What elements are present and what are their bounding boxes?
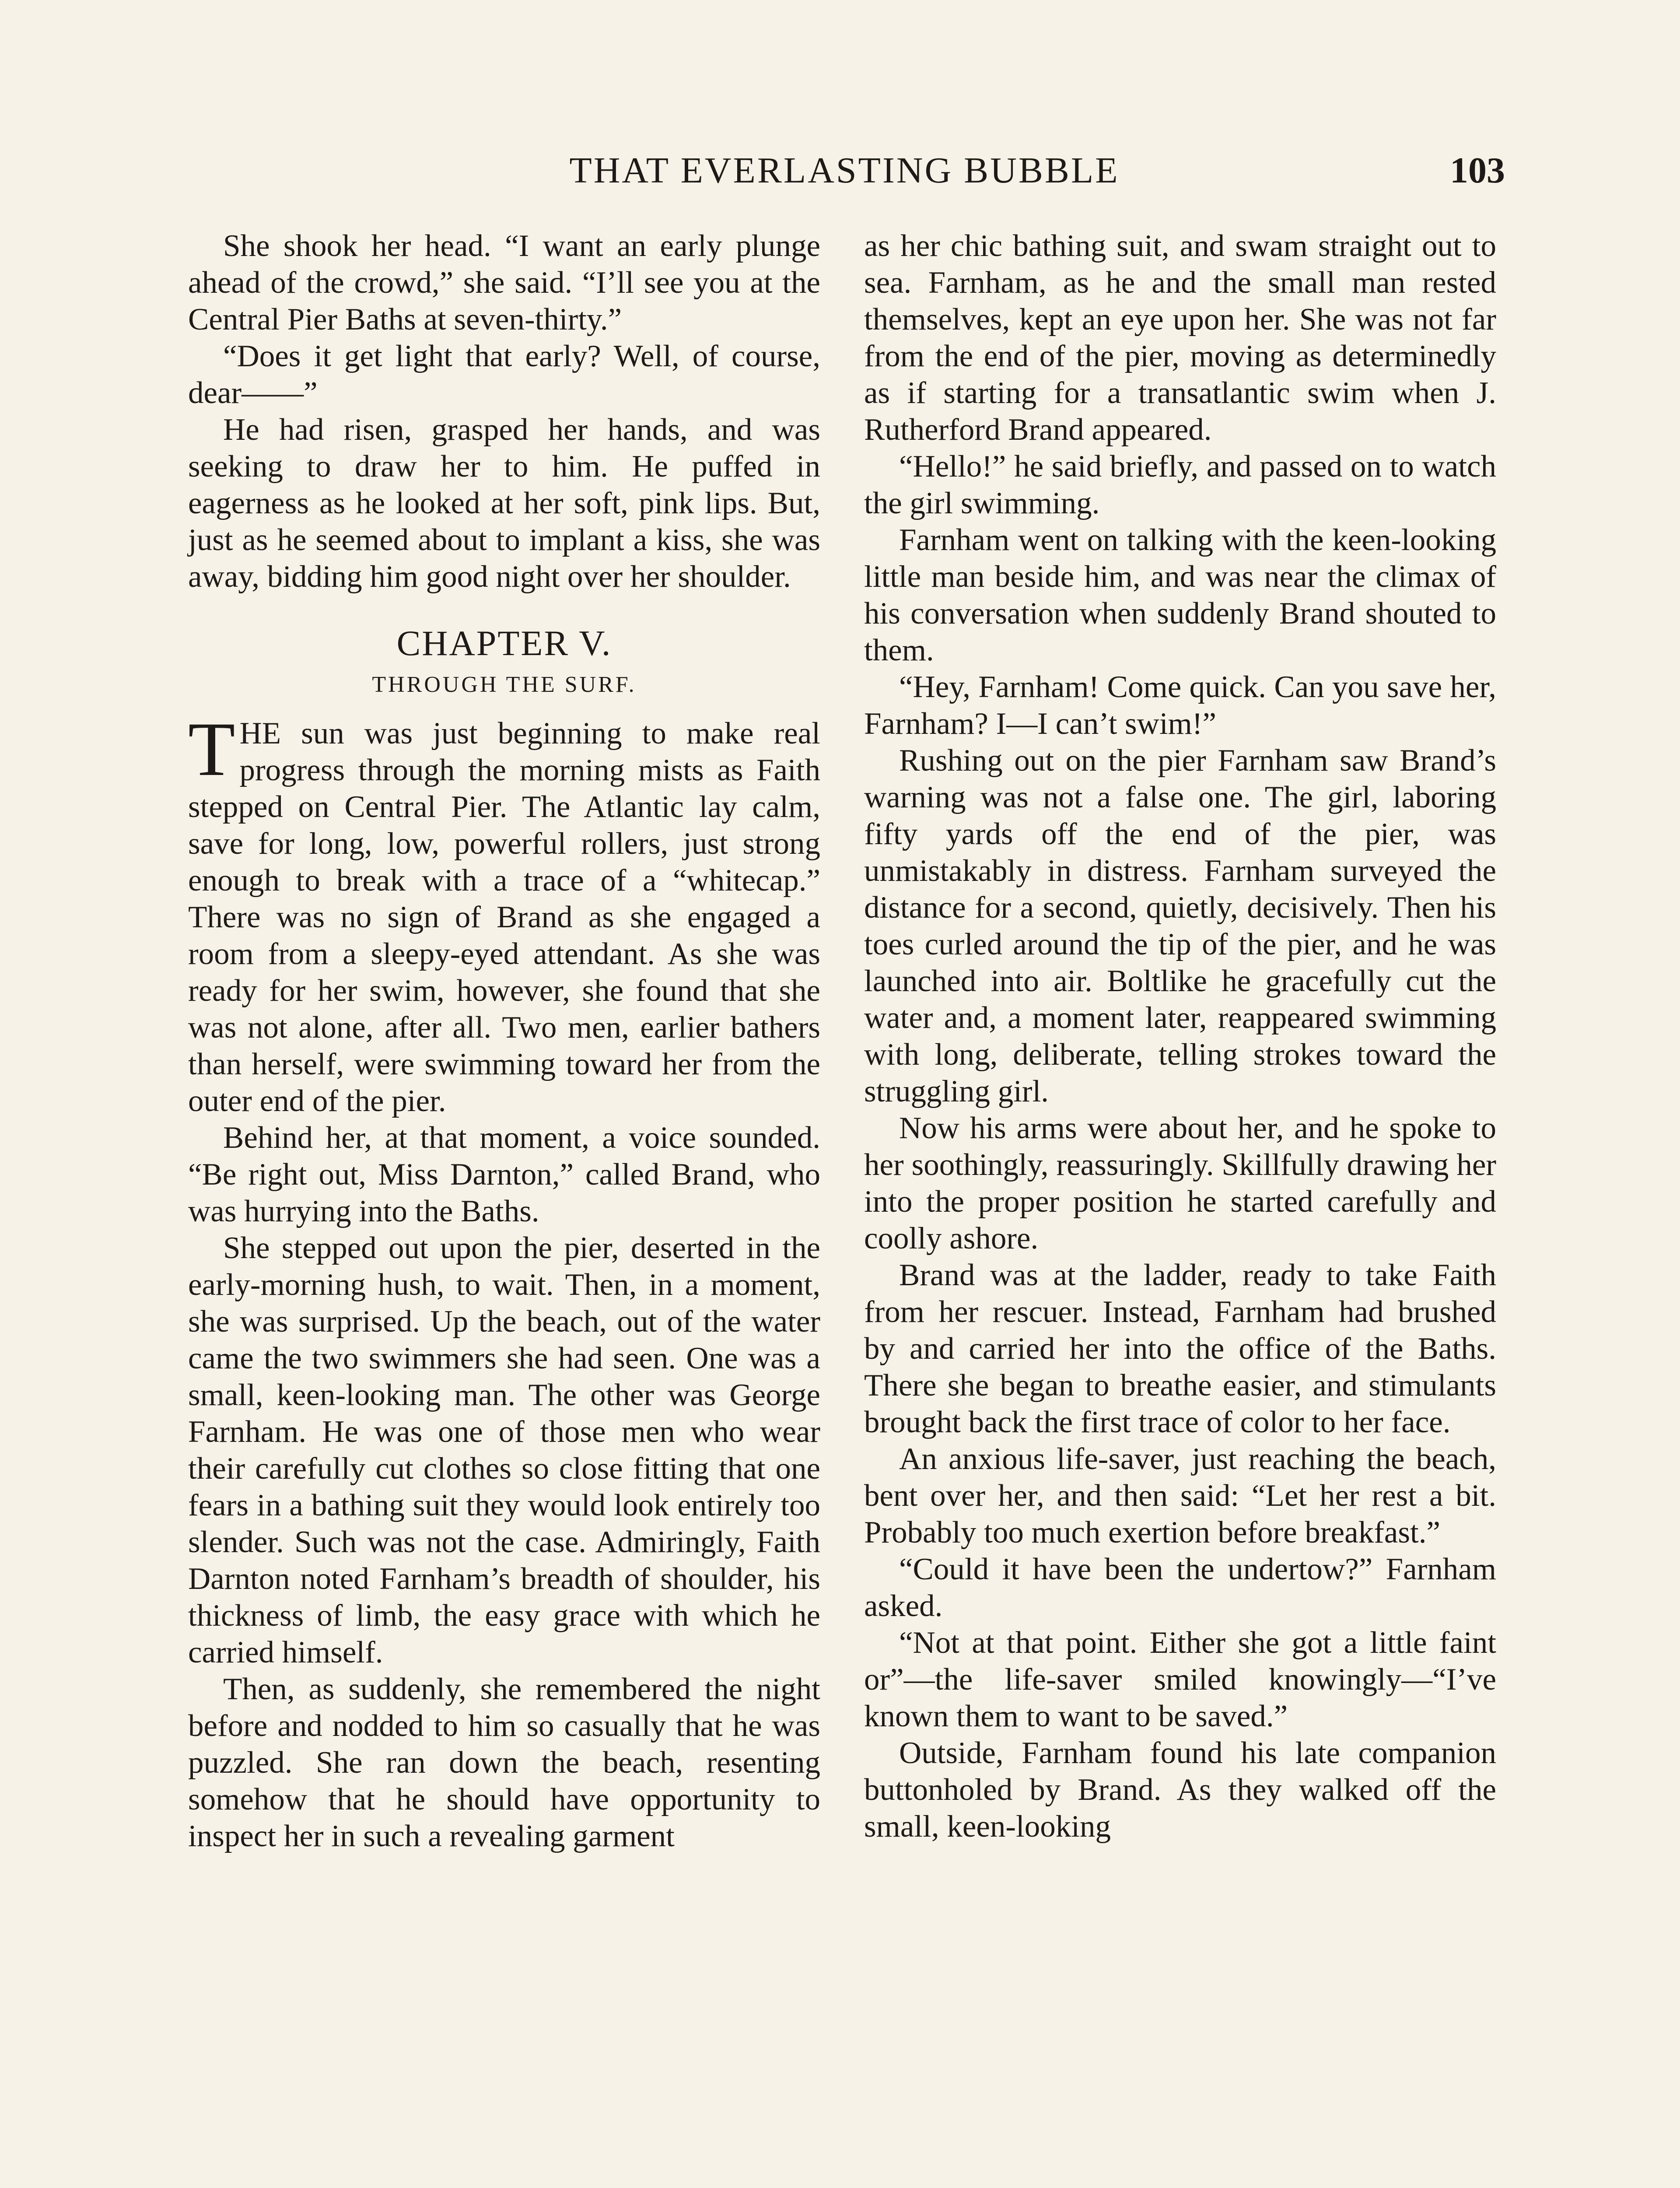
paragraph: Brand was at the ladder, ready to take Faith from her rescuer. Instead, Farnham had brushed by and carried her into the office of the Baths. There she began to breathe easier, and stimulants brought back the first trace of color to her face. (864, 1258, 1496, 1439)
paragraph: Then, as suddenly, she remembered the night before and nodded to him so casually that he was puzzled. She ran down the beach, resenting somehow that he should have opportunity to inspect her in such a revealing garment (188, 1672, 820, 1853)
opening-paragraph-text: HE sun was just beginning to make real progress through the morning mists as Faith stepped on Central Pier. The Atlantic lay calm, save for long, low, powerful rollers, just strong enough to break with a trace of a “whitecap.” There was no sign of Brand as she engaged a room from a sleepy-eyed attendant. As she was ready for her swim, however, she found that she was not alone, after all. Two men, earlier bathers than herself, were swimming toward her from the outer end of the pier. (188, 716, 820, 1118)
paragraph: “Hello!” he said briefly, and passed on to watch the girl swimming. (864, 449, 1496, 520)
chapter-heading: CHAPTER V. (396, 623, 612, 663)
paragraph: “Not at that point. Either she got a little faint or”—the life-saver smiled knowingly—“I’ve known them to want to be saved.” (864, 1626, 1496, 1733)
paragraph: “Could it have been the undertow?” Farnham asked. (864, 1552, 1496, 1623)
right-column (864, 228, 1496, 1845)
chapter-subtitle: THROUGH THE SURF. (372, 672, 637, 697)
paragraph: She shook her head. “I want an early plunge ahead of the crowd,” she said. “I’ll see you at the Central Pier Baths at seven-thirty.” (188, 229, 820, 337)
page-number: 103 (1450, 150, 1505, 191)
paragraph: Behind her, at that moment, a voice sounded. “Be right out, Miss Darnton,” called Brand, who was hurrying into the Baths. (188, 1121, 820, 1228)
left-column (188, 228, 820, 1855)
running-header (184, 144, 1505, 197)
paragraph: “Does it get light that early? Well, of course, dear——” (188, 339, 820, 410)
paragraph: Now his arms were about her, and he spoke to her soothingly, reassuringly. Skillfully drawing her into the proper position he started carefully and coolly ashore. (864, 1111, 1496, 1255)
paragraph: “Hey, Farnham! Come quick. Can you save her, Farnham? I—I can’t swim!” (864, 670, 1496, 741)
opening-paragraph (188, 707, 820, 1119)
drop-cap: T (188, 707, 235, 792)
paragraph: Farnham went on talking with the keen-looking little man beside him, and was near the climax of his conversation when suddenly Brand shouted to them. (864, 523, 1496, 667)
paragraph: Rushing out on the pier Farnham saw Brand’s warning was not a false one. The girl, laboring fifty yards off the end of the pier, was unmistakably in distress. Farnham surveyed the distance for a second, quietly, decisively. Then his toes curled around the tip of the pier, and he was launched into air. Boltlike he gracefully cut the water and, a moment later, reappeared swimming with long, deliberate, telling strokes toward the struggling girl. (864, 743, 1496, 1108)
paragraph: He had risen, grasped her hands, and was seeking to draw her to him. He puffed in eagerness as he looked at her soft, pink lips. But, just as he seemed about to implant a kiss, she was away, bidding him good night over her shoulder. (188, 413, 820, 594)
paragraph: Outside, Farnham found his late companion buttonholed by Brand. As they walked off the small, keen-looking (864, 1736, 1496, 1844)
paragraph: She stepped out upon the pier, deserted in the early-morning hush, to wait. Then, in a moment, she was surprised. Up the beach, out of the water came the two swimmers she had seen. One was a small, keen-looking man. The other was George Farnham. He was one of those men who wear their carefully cut clothes so close fitting that one fears in a bathing suit they would look entirely too slender. Such was not the case. Admiringly, Faith Darnton noted Farnham’s breadth of shoulder, his thickness of limb, the easy grace with which he carried himself. (188, 1231, 820, 1669)
continued-paragraph: as her chic bathing suit, and swam straight out to sea. Farnham, as he and the small man rested themselves, kept an eye upon her. She was not far from the end of the pier, moving as determinedly as if starting for a transatlantic swim when J. Rutherford Brand appeared. (864, 229, 1496, 447)
running-title: THAT EVERLASTING BUBBLE (569, 150, 1120, 191)
paragraph: An anxious life-saver, just reaching the beach, bent over her, and then said: “Let her rest a bit. Probably too much exertion before breakfast.” (864, 1442, 1496, 1550)
